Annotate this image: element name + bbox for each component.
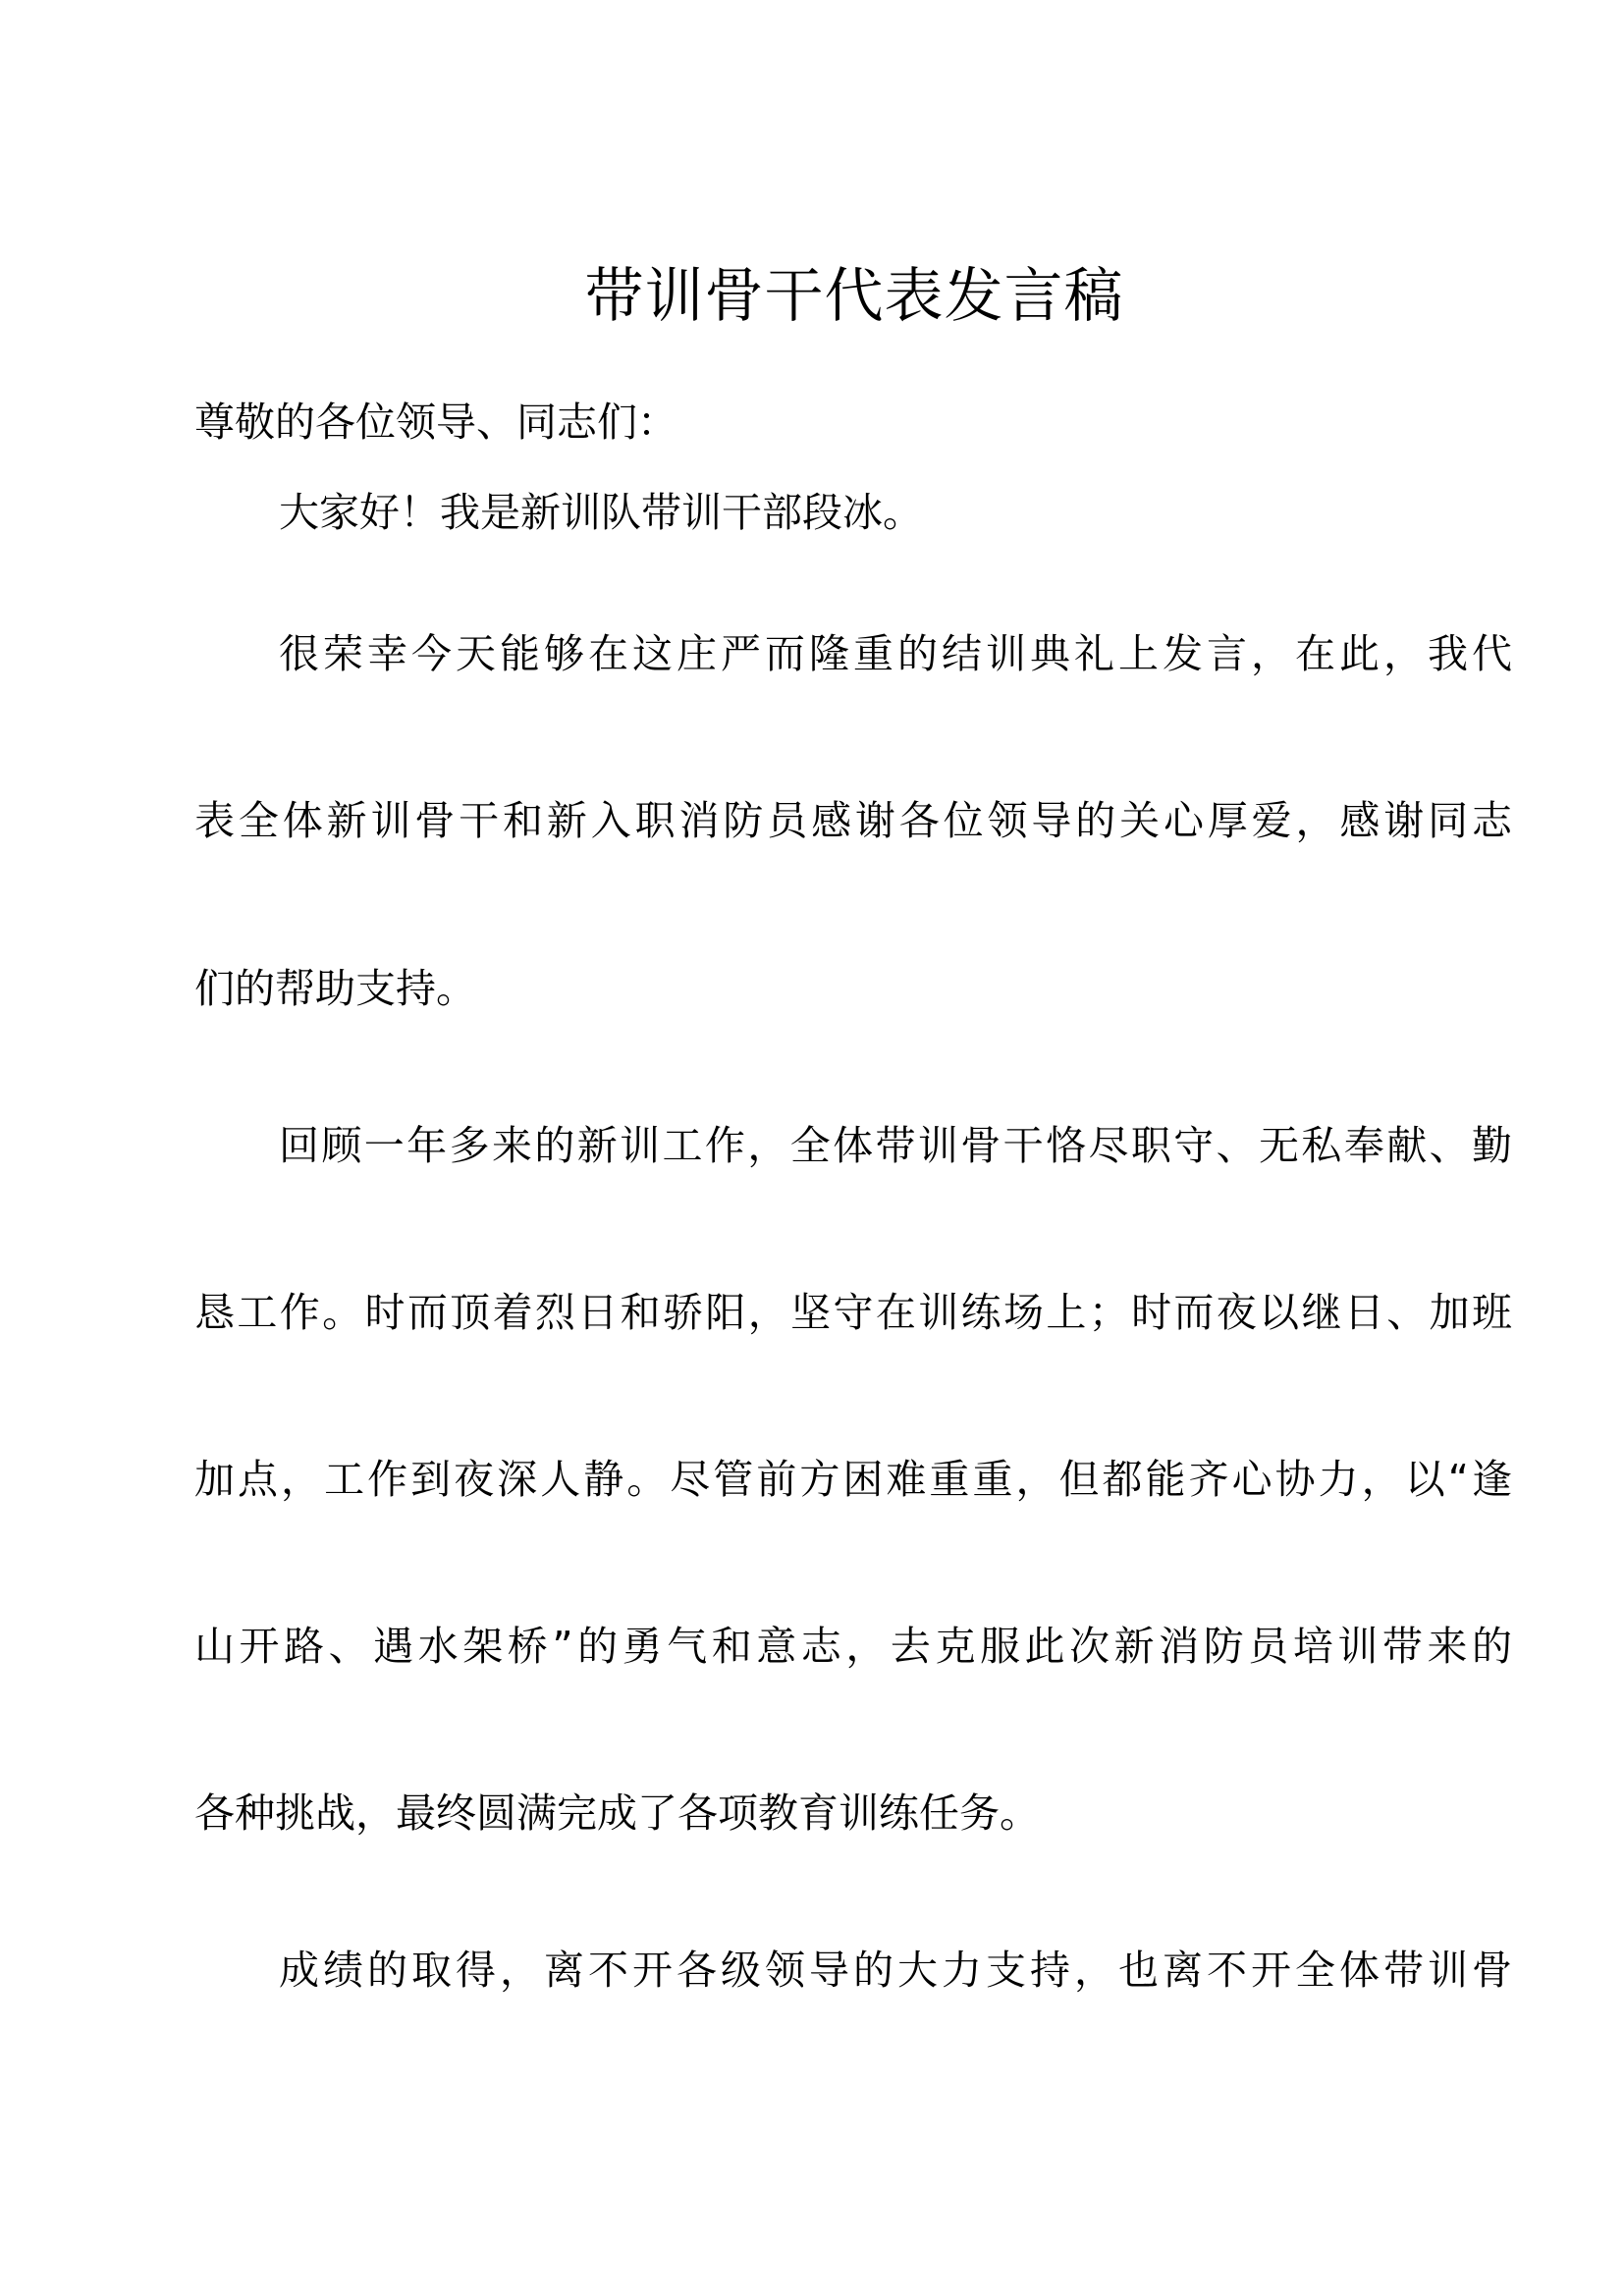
salutation: 尊敬的各位领导、同志们： — [194, 399, 677, 446]
paragraph-line: 加点，工作到夜深人静。尽管前方困难重重，但都能齐心协力，以“逢 — [194, 1456, 1512, 1503]
paragraph-line: 成绩的取得，离不开各级领导的大力支持，也离不开全体带训骨 — [279, 1947, 1512, 1994]
paragraph-line: 山开路、遇水架桥”的勇气和意志，去克服此次新消防员培训带来的 — [194, 1623, 1512, 1670]
paragraph-line: 恳工作。时而顶着烈日和骄阳，坚守在训练场上；时而夜以继日、加班 — [194, 1289, 1512, 1336]
paragraph-line: 表全体新训骨干和新入职消防员感谢各位领导的关心厚爱，感谢同志 — [194, 797, 1512, 844]
paragraph-line: 各种挑战，最终圆满完成了各项教育训练任务。 — [194, 1789, 1040, 1837]
paragraph-line: 们的帮助支持。 — [194, 965, 476, 1012]
paragraph-line: 很荣幸今天能够在这庄严而隆重的结训典礼上发言，在此，我代 — [279, 630, 1512, 677]
greeting-line: 大家好！我是新训队带训干部段冰。 — [279, 489, 923, 536]
paragraph-line: 回顾一年多来的新训工作，全体带训骨干恪尽职守、无私奉献、勤 — [279, 1122, 1512, 1169]
document-title: 带训骨干代表发言稿 — [584, 262, 1124, 331]
